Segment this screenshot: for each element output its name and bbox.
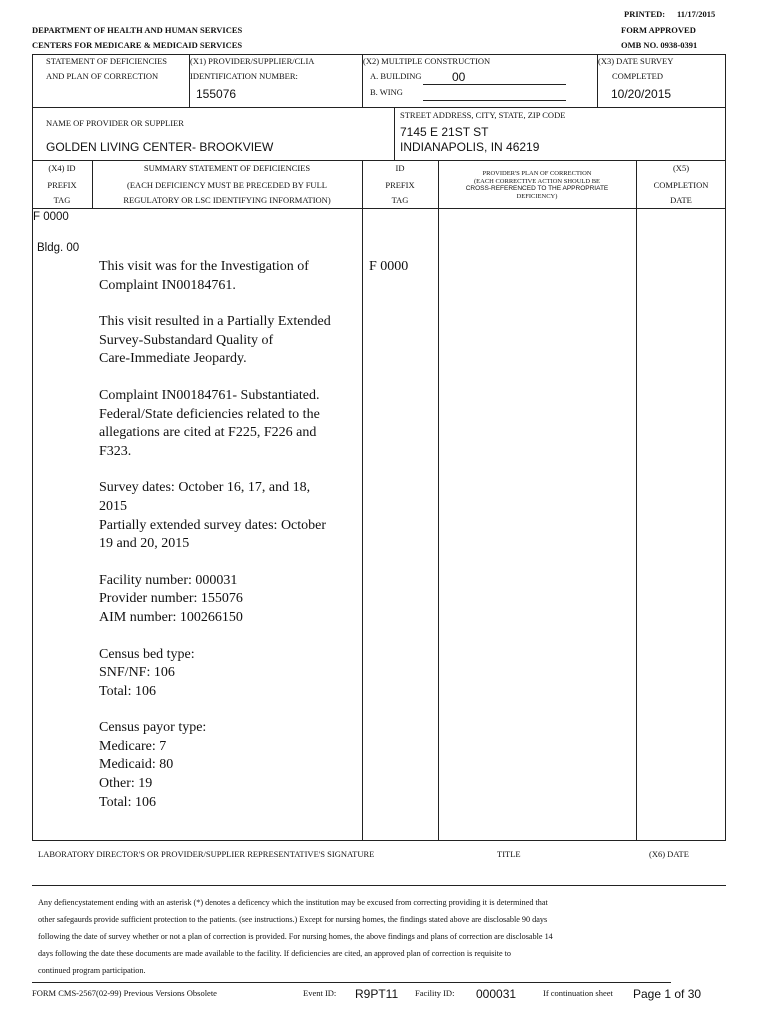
prefix-tag: F 0000 xyxy=(33,211,69,223)
summary-paragraph: This visit resulted in a Partially Extended Survey-Substandard Quality of Care-Immediate Jeopardy. xyxy=(99,314,331,367)
address-line-1: 7145 E 21ST ST xyxy=(400,125,489,139)
notice-line: Any defiencystatement ending with an asterisk (*) denotes a deficency which the institution may be excused from correcting providing it is determined that xyxy=(38,898,548,907)
address-label: STREET ADDRESS, CITY, STATE, ZIP CODE xyxy=(400,110,566,120)
id-header-3: TAG xyxy=(391,195,409,205)
plan-header-2: (EACH CORRECTIVE ACTION SHOULD BE xyxy=(473,177,601,185)
wing-label: B. WING xyxy=(370,87,403,97)
building-label: A. BUILDING xyxy=(370,71,422,81)
summary-paragraph: Facility number: 000031 Provider number: 155076 AIM number: 100266150 xyxy=(99,572,243,625)
survey-date-value: 10/20/2015 xyxy=(611,87,672,101)
notice-line: continued program participation. xyxy=(38,966,146,975)
omb-number: OMB NO. 0938-0391 xyxy=(621,40,698,50)
x3-label-2: COMPLETED xyxy=(612,71,663,81)
facility-id-label: Facility ID: xyxy=(415,988,455,998)
id-header-1: ID xyxy=(395,163,405,173)
building-value: 00 xyxy=(452,70,466,84)
event-id-value: R9PT11 xyxy=(355,987,399,1001)
x6-date-label: (X6) DATE xyxy=(649,849,689,859)
address-line-2: INDIANAPOLIS, IN 46219 xyxy=(400,140,540,154)
x4-header-2: PREFIX xyxy=(47,180,77,190)
plan-header-4: DEFICIENCY) xyxy=(516,192,558,200)
department-title: DEPARTMENT OF HEALTH AND HUMAN SERVICES xyxy=(32,25,243,35)
x4-header-3: TAG xyxy=(53,195,71,205)
id-header-2: PREFIX xyxy=(385,180,415,190)
plan-header-3: CROSS-REFERENCED TO THE APPROPRIATE xyxy=(465,185,609,192)
x1-label-1: (X1) PROVIDER/SUPPLIER/CLIA xyxy=(190,56,315,66)
form-approved: FORM APPROVED xyxy=(621,25,696,35)
page-number: Page 1 of 30 xyxy=(633,987,702,1001)
x4-header-1: (X4) ID xyxy=(48,163,76,173)
summary-paragraph: This visit was for the Investigation of Complaint IN00184761. xyxy=(99,259,309,293)
printed-date: 11/17/2015 xyxy=(677,9,716,19)
id-prefix-tag: F 0000 xyxy=(369,259,409,274)
notice-line: days following the date these documents are made available to the facility. If deficiencies are cited, an approved plan of correction is requisite to xyxy=(38,949,512,958)
plan-header-1: PROVIDER'S PLAN OF CORRECTION xyxy=(482,170,592,177)
building-tag: Bldg. 00 xyxy=(37,242,80,254)
printed-label: PRINTED: xyxy=(624,9,666,19)
facility-id-value: 000031 xyxy=(476,987,517,1001)
summary-statement xyxy=(99,258,361,830)
summary-paragraph: Census bed type: SNF/NF: 106 Total: 106 xyxy=(99,646,195,699)
disclosure-notice xyxy=(38,894,718,979)
notice-line: following the date of survey whether or not a plan of correction is provided. For nursing homes, the above findings and plans of correction are disclosable 14 xyxy=(38,932,553,941)
x3-label-1: (X3) DATE SURVEY xyxy=(598,56,674,66)
x2-label: (X2) MULTIPLE CONSTRUCTION xyxy=(363,56,491,66)
x5-header-3: DATE xyxy=(670,195,692,205)
provider-id-value: 155076 xyxy=(196,87,237,101)
title-label: TITLE xyxy=(497,849,521,859)
signature-label: LABORATORY DIRECTOR'S OR PROVIDER/SUPPLIER REPRESENTATIVE'S SIGNATURE xyxy=(38,849,375,859)
x5-header-2: COMPLETION xyxy=(653,180,709,190)
summary-paragraph: Survey dates: October 16, 17, and 18, 2015 Partially extended survey dates: October 19 and 20, 2015 xyxy=(99,480,327,552)
summary-paragraph: Census payor type: Medicare: 7 Medicaid: 80 Other: 19 Total: 106 xyxy=(99,720,207,810)
notice-line: other safegaurds provide sufficient protection to the patients. (see instructions.) Except for nursing homes, the findings stated above are disclosable 90 days xyxy=(38,915,548,924)
event-id-label: Event ID: xyxy=(303,988,337,998)
x1-label-2: IDENTIFICATION NUMBER: xyxy=(190,71,298,81)
summary-header-1: SUMMARY STATEMENT OF DEFICIENCIES xyxy=(143,163,311,173)
summary-paragraph: Complaint IN00184761- Substantiated. Federal/State deficiencies related to the allegations are cited at F225, F226 and F323. xyxy=(99,387,320,459)
centers-title: CENTERS FOR MEDICARE & MEDICAID SERVICES xyxy=(32,40,243,50)
statement-label-1: STATEMENT OF DEFICIENCIES xyxy=(46,56,168,66)
statement-label-2: AND PLAN OF CORRECTION xyxy=(46,71,159,81)
form-number: FORM CMS-2567(02-99) Previous Versions Obsolete xyxy=(32,988,217,998)
summary-header-2: (EACH DEFICIENCY MUST BE PRECEDED BY FULL xyxy=(127,180,327,190)
plan-header xyxy=(438,170,636,200)
provider-name-label: NAME OF PROVIDER OR SUPPLIER xyxy=(46,118,184,128)
x5-header-1: (X5) xyxy=(672,163,690,173)
summary-header-3: REGULATORY OR LSC IDENTIFYING INFORMATION) xyxy=(123,195,331,205)
provider-name-value: GOLDEN LIVING CENTER- BROOKVIEW xyxy=(46,140,274,154)
continuation-label: If continuation sheet xyxy=(543,988,613,998)
